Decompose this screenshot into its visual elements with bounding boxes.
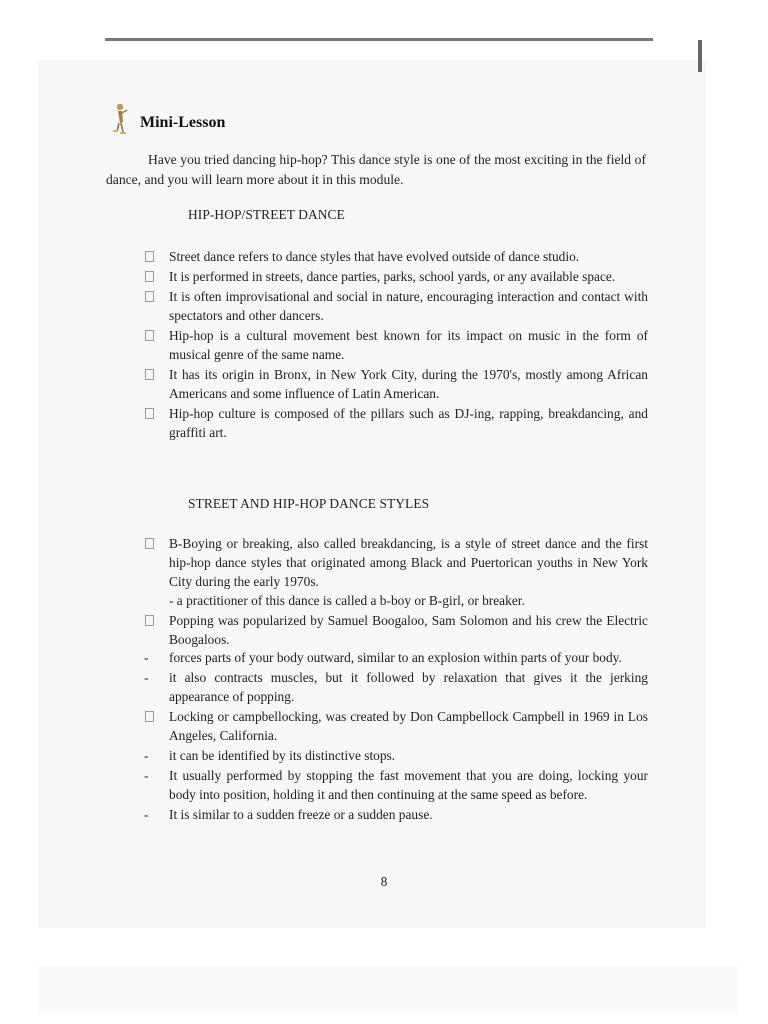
- list-item: Hip-hop is a cultural movement best known for its impact on music in the form of musical genre of the same name.: [145, 326, 648, 364]
- list-item: It has its origin in Bronx, in New York City, during the 1970's, mostly among African Americans and some influence of Latin American.: [145, 365, 648, 403]
- page-heading: Mini-Lesson: [140, 114, 226, 131]
- page-number: 8: [380, 874, 388, 889]
- list-item-locking: Locking or campbellocking, was created by Don Campbellock Campbell in 1969 in Los Angeles, California.: [145, 707, 648, 745]
- list-item-popping: Popping was popularized by Samuel Boogaloo, Sam Solomon and his crew the Electric Boogaloos.: [145, 611, 648, 649]
- bullet-box-icon: [145, 404, 165, 425]
- section-title-hiphop: HIP-HOP/STREET DANCE: [188, 207, 345, 222]
- bullet-box-icon: [145, 247, 165, 268]
- lesson-figure-icon: [112, 102, 134, 136]
- list-item: - it also contracts muscles, but it followed by relaxation that gives it the jerking appearance of popping.: [144, 670, 648, 704]
- list-item: It is often improvisational and social in nature, encouraging interaction and contact with spectators and other dancers.: [145, 287, 648, 325]
- bullet-box-icon: [145, 611, 165, 632]
- intro-paragraph: Have you tried dancing hip-hop? This dance style is one of the most exciting in the field of dance, and you will learn more about it in this module.: [106, 152, 646, 187]
- list-item: - It usually performed by stopping the fast movement that you are doing, locking your body into position, holding it and then continuing at the same speed as before.: [144, 768, 648, 802]
- bullet-box-icon: [145, 365, 165, 386]
- list-item-bboying: B-Boying or breaking, also called breakdancing, is a style of street dance and the first hip-hop dance styles that originated among Black and Puertorican youths in New York City during the early 1970s. - a practitioner of this dance is called a b-boy or B-girl, or breaker.: [145, 534, 648, 610]
- section-title-styles: STREET AND HIP-HOP DANCE STYLES: [188, 496, 430, 511]
- bboy-note: - a practitioner of this dance is called a b-boy or B-girl, or breaker.: [169, 593, 525, 608]
- list-item: - it can be identified by its distinctive stops.: [144, 748, 396, 763]
- top-rule: [105, 38, 653, 41]
- mini-lesson-heading: [112, 96, 225, 136]
- bullet-box-icon: [145, 287, 165, 308]
- bullet-box-icon: [145, 534, 165, 555]
- list-item: - forces parts of your body outward, similar to an explosion within parts of your body.: [144, 650, 622, 665]
- margin-mark: [698, 40, 702, 72]
- list-item: It is performed in streets, dance parties, parks, school yards, or any available space.: [145, 267, 648, 286]
- list-item: Street dance refers to dance styles that have evolved outside of dance studio.: [145, 247, 648, 266]
- list-item: Hip-hop culture is composed of the pillars such as DJ-ing, rapping, breakdancing, and graffiti art.: [145, 404, 648, 442]
- bullet-box-icon: [145, 326, 165, 347]
- styles-list: [145, 534, 648, 650]
- bullet-box-icon: [145, 267, 165, 288]
- page-bottom-strip: [38, 965, 738, 1015]
- bullet-box-icon: [145, 707, 165, 728]
- popping-details: [145, 648, 648, 825]
- hiphop-list: [145, 247, 648, 443]
- list-item: - It is similar to a sudden freeze or a sudden pause.: [144, 807, 433, 822]
